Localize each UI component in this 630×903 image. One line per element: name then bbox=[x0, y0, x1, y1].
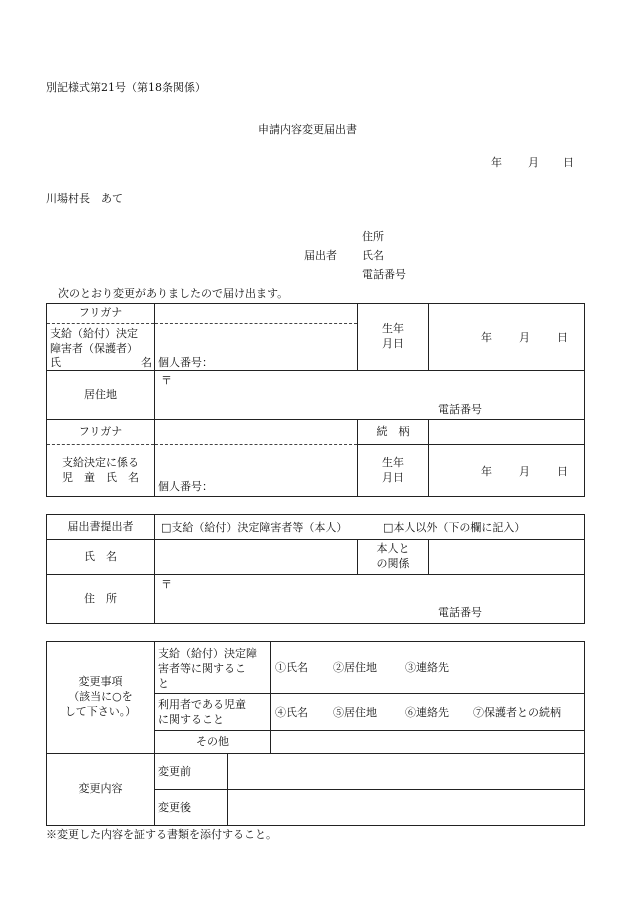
birthdate-field[interactable] bbox=[429, 304, 585, 371]
child-birthdate-label: 生年 月日 bbox=[358, 445, 429, 497]
option-recipient-name[interactable]: ①氏名 bbox=[275, 661, 308, 674]
submitter-table bbox=[46, 514, 585, 624]
recipient-options bbox=[271, 642, 585, 694]
change-table bbox=[46, 641, 585, 826]
submitter-label: 届出書提出者 bbox=[47, 515, 155, 540]
form-number: 別記様式第21号（第18条関係） bbox=[46, 81, 206, 94]
about-recipient-label: 支給（給付）決定障 害者等に関するこ と bbox=[155, 642, 271, 694]
applicant-phone-label: 電話番号 bbox=[362, 268, 406, 281]
birth-month: 月 bbox=[519, 331, 530, 344]
option-recipient-residence[interactable]: ②居住地 bbox=[333, 661, 377, 674]
recipient-name-field[interactable] bbox=[155, 324, 358, 371]
submitter-address-field[interactable] bbox=[155, 575, 585, 624]
personal-number-label: 個人番号： bbox=[158, 356, 213, 369]
child-name-field[interactable] bbox=[155, 445, 358, 497]
child-birthdate-field[interactable] bbox=[429, 445, 585, 497]
option-child-residence[interactable]: ⑤居住地 bbox=[333, 706, 377, 719]
residence-field[interactable] bbox=[155, 371, 585, 420]
after-label: 変更後 bbox=[155, 790, 228, 826]
relation-to-self-field[interactable] bbox=[429, 540, 585, 575]
intro-text: 次のとおり変更がありましたので届け出ます。 bbox=[58, 287, 289, 300]
submitter-postal-mark: 〒 bbox=[161, 578, 172, 591]
residence-phone-label: 電話番号 bbox=[438, 403, 482, 416]
child-personal-number-label: 個人番号： bbox=[158, 480, 213, 493]
applicant-label: 届出者 bbox=[304, 249, 337, 262]
birth-year: 年 bbox=[481, 331, 492, 344]
child-name-label: 支給決定に係る 児 童 氏 名 bbox=[47, 445, 155, 497]
date-year-label: 年 bbox=[491, 156, 502, 169]
option-self-checkbox[interactable]: □支給（給付）決定障害者等（本人） bbox=[161, 521, 348, 534]
furigana-field[interactable] bbox=[155, 304, 358, 324]
submitter-name-label: 氏 名 bbox=[47, 540, 155, 575]
addressee: 川場村長 あて bbox=[46, 192, 123, 205]
birth-day: 日 bbox=[557, 331, 568, 344]
other-label: その他 bbox=[155, 731, 271, 754]
change-content-label: 変更内容 bbox=[47, 754, 155, 826]
before-field[interactable] bbox=[228, 754, 585, 790]
relation-to-self-label: 本人と の関係 bbox=[358, 540, 429, 575]
submitter-address-label: 住 所 bbox=[47, 575, 155, 624]
relationship-label: 続 柄 bbox=[358, 420, 429, 445]
date-month-label: 月 bbox=[528, 156, 539, 169]
furigana-label: フリガナ bbox=[47, 304, 155, 324]
applicant-name-label: 氏名 bbox=[362, 249, 384, 262]
option-child-contact[interactable]: ⑥連絡先 bbox=[405, 706, 449, 719]
date-day-label: 日 bbox=[563, 156, 574, 169]
child-birth-month: 月 bbox=[519, 465, 530, 478]
option-recipient-contact[interactable]: ③連絡先 bbox=[405, 661, 449, 674]
form-title: 申請内容変更届出書 bbox=[258, 123, 357, 136]
child-furigana-field[interactable] bbox=[155, 420, 358, 445]
birthdate-label: 生年 月日 bbox=[358, 304, 429, 371]
relationship-field[interactable] bbox=[429, 420, 585, 445]
applicant-address-label: 住所 bbox=[362, 230, 384, 243]
footer-note: ※変更した内容を証する書類を添付すること。 bbox=[46, 828, 277, 841]
before-label: 変更前 bbox=[155, 754, 228, 790]
after-field[interactable] bbox=[228, 790, 585, 826]
option-child-name[interactable]: ④氏名 bbox=[275, 706, 308, 719]
submitter-phone-label: 電話番号 bbox=[438, 606, 482, 619]
residence-label: 居住地 bbox=[47, 371, 155, 420]
recipient-name-label: 支給（給付）決定 障害者（保護者） 氏 名 bbox=[47, 324, 155, 371]
other-field[interactable] bbox=[271, 731, 585, 754]
option-other-checkbox[interactable]: □本人以外（下の欄に記入） bbox=[383, 521, 526, 534]
child-birth-day: 日 bbox=[557, 465, 568, 478]
option-child-relationship[interactable]: ⑦保護者との続柄 bbox=[473, 706, 561, 719]
child-options bbox=[271, 694, 585, 731]
recipient-table bbox=[46, 303, 585, 497]
child-furigana-label: フリガナ bbox=[47, 420, 155, 445]
child-birth-year: 年 bbox=[481, 465, 492, 478]
submitter-name-field[interactable] bbox=[155, 540, 358, 575]
submitter-options bbox=[155, 515, 585, 540]
about-child-label: 利用者である児童 に関すること bbox=[155, 694, 271, 731]
change-items-label: 変更事項 （該当に○を して下さい。） bbox=[47, 642, 155, 754]
postal-mark: 〒 bbox=[161, 374, 172, 387]
